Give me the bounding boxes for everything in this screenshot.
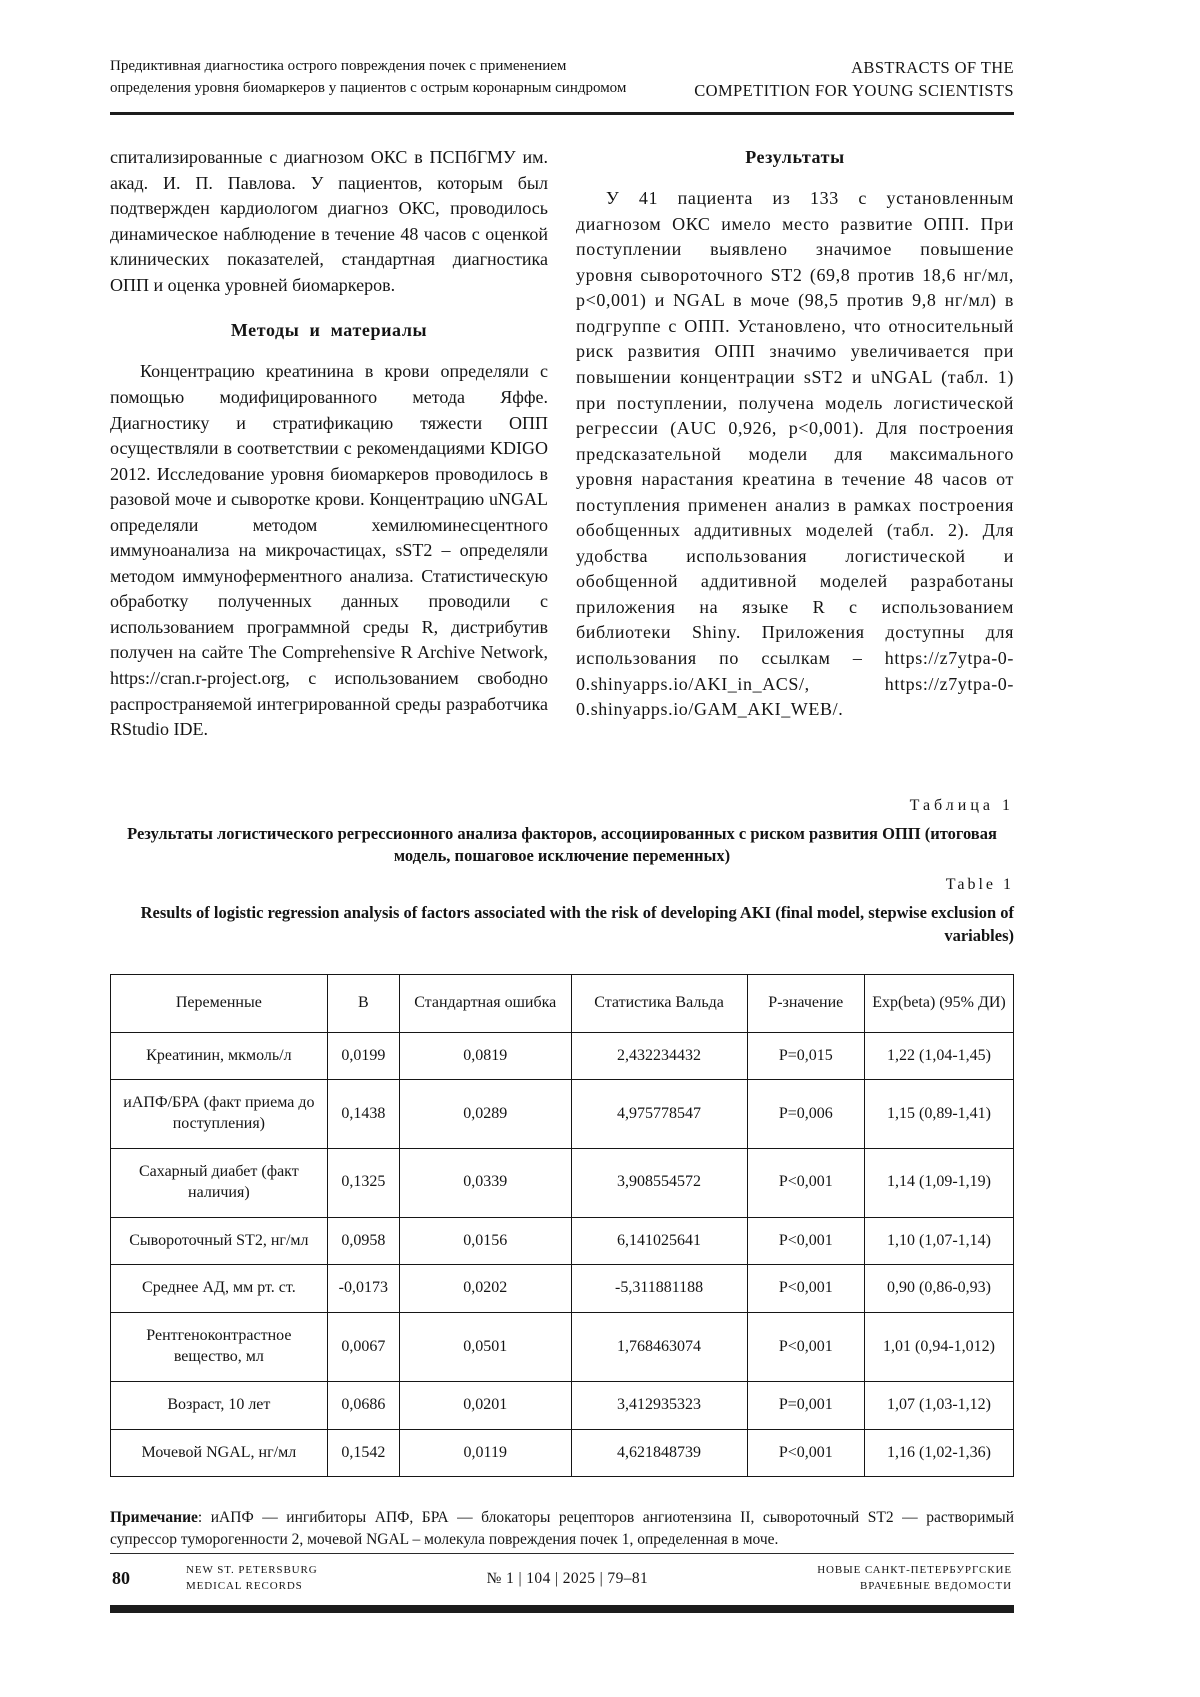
table-body	[111, 1032, 1014, 1477]
article-body	[110, 145, 1014, 742]
column-header: Переменные	[111, 974, 328, 1032]
table-cell: 1,16 (1,02-1,36)	[864, 1429, 1013, 1477]
table-cell: -0,0173	[327, 1265, 399, 1313]
table-cell: Среднее АД, мм рт. ст.	[111, 1265, 328, 1313]
column-header: Статистика Вальда	[571, 974, 747, 1032]
table-row	[111, 1265, 1014, 1313]
issue-info: № 1 | 104 | 2025 | 79–81	[486, 1569, 649, 1587]
page-number: 80	[112, 1568, 130, 1589]
table-note	[110, 1507, 1014, 1550]
table-cell: P=0,006	[747, 1080, 864, 1149]
table-cell: Рентгеноконтрастное вещество, мл	[111, 1313, 328, 1382]
table-cell: 0,0339	[399, 1148, 571, 1217]
table-row	[111, 1381, 1014, 1429]
page-header	[110, 56, 1014, 102]
table-cell: 1,768463074	[571, 1313, 747, 1382]
header-rule	[110, 112, 1014, 115]
column-header: P-значение	[747, 974, 864, 1032]
table-cell: 2,432234432	[571, 1032, 747, 1080]
running-title-en-line1: ABSTRACTS OF THE	[851, 58, 1014, 77]
table-cell: 0,1542	[327, 1429, 399, 1477]
note-text: : иАПФ — ингибиторы АПФ, БРА — блокаторы рецепторов ангиотензина II, сывороточный ST2 — растворимый супрессор туморогенности 2, мочевой NGAL – молекула повреждения почек 1, определенная в моче.	[110, 1509, 1014, 1548]
table-cell: 1,22 (1,04-1,45)	[864, 1032, 1013, 1080]
table-label-en: Table 1	[945, 876, 1014, 894]
table-cell: 0,0501	[399, 1313, 571, 1382]
table-cell: 1,01 (0,94-1,012)	[864, 1313, 1013, 1382]
table-label-ru: Таблица 1	[909, 796, 1014, 814]
table-cell: P<0,001	[747, 1313, 864, 1382]
footer-row	[110, 1554, 1014, 1605]
table-cell: 0,0819	[399, 1032, 571, 1080]
table-cell: 1,07 (1,03-1,12)	[864, 1381, 1013, 1429]
table-cell: Возраст, 10 лет	[111, 1381, 328, 1429]
table-cell: P<0,001	[747, 1265, 864, 1313]
running-title-ru-line1: Предиктивная диагностика острого повреждения почек с применением	[110, 58, 567, 74]
table-row	[111, 1313, 1014, 1382]
table-cell: 0,0199	[327, 1032, 399, 1080]
table-cell: 0,0958	[327, 1217, 399, 1265]
table-cell: 0,0201	[399, 1381, 571, 1429]
table-cell: 3,908554572	[571, 1148, 747, 1217]
table-cell: 1,14 (1,09-1,19)	[864, 1148, 1013, 1217]
journal-name-ru-line2: ВРАЧЕБНЫЕ ВЕДОМОСТИ	[860, 1579, 1012, 1592]
table-cell: 0,0156	[399, 1217, 571, 1265]
table-row	[111, 1217, 1014, 1265]
table-cell: P<0,001	[747, 1217, 864, 1265]
journal-name-ru-line1: НОВЫЕ САНКТ-ПЕТЕРБУРГСКИЕ	[817, 1564, 1012, 1577]
table-cell: 0,0067	[327, 1313, 399, 1382]
table-row	[111, 1148, 1014, 1217]
table-cell: 6,141025641	[571, 1217, 747, 1265]
journal-name-en-line1: NEW ST. PETERSBURG	[186, 1564, 318, 1577]
section-heading-methods: Методы и материалы	[230, 320, 428, 341]
table-cell: 4,621848739	[571, 1429, 747, 1477]
column-header: B	[327, 974, 399, 1032]
table-cell: Креатинин, мкмоль/л	[111, 1032, 328, 1080]
table-cell: 0,1325	[327, 1148, 399, 1217]
table-cell: 0,0686	[327, 1381, 399, 1429]
table-cell: -5,311881188	[571, 1265, 747, 1313]
table-cell: 0,0202	[399, 1265, 571, 1313]
left-column	[110, 145, 548, 742]
paragraph-methods: Концентрацию креатинина в крови определяли с помощью модифицированного метода Яффе. Диагностику и стратификацию тяжести ОПП осуществляли в соответствии с рекомендациями KDIGO 2012. Исследование уровня биомаркеров проводилось в разовой моче и сыворотке крови. Концентрацию uNGAL определяли методом хемилюминесцентного иммуноанализа на микрочастицах, sST2 – определяли методом иммуноферментного анализа. Статистическую обработку полученных данных проводили с использованием программной среды R, дистрибутив получен на сайте The Comprehensive R Archive Network, https://cran.r-project.org, с использованием свободно распространяемой интегрированной среды разработчика RStudio IDE.	[110, 361, 548, 740]
table-cell: 0,90 (0,86-0,93)	[864, 1265, 1013, 1313]
note-label: Примечание	[110, 1509, 198, 1527]
table-cell: P=0,001	[747, 1381, 864, 1429]
paragraph-results: У 41 пациента из 133 с установленным диагнозом ОКС имело место развитие ОПП. При поступлении выявлено значимое повышение уровня сывороточного ST2 (69,8 против 18,6 нг/мл, p<0,001) и NGAL в моче (98,5 против 9,8 нг/мл) в подгруппе с ОПП. Установлено, что относительный риск развития ОПП значимо увеличивается при повышении концентрации sST2 и uNGAL (табл. 1) при поступлении, получена модель логистической регрессии (AUC 0,926, p<0,001). Для построения предсказательной модели для максимального уровня нарастания креатина в течение 48 часов от поступления применен анализ в рамках построения обобщенных аддитивных моделей (табл. 2). Для удобства использования логистической и обобщенной аддитивной моделей разработаны приложения на языке R с использованием библиотеки Shiny. Приложения доступны для использования по ссылкам – https://z7ytpa-0-0.shinyapps.io/AKI_in_ACS/, https://z7ytpa-0-0.shinyapps.io/GAM_AKI_WEB/.	[576, 188, 1014, 720]
table-title-ru: Результаты логистического регрессионного анализа факторов, ассоциированных с риском развития ОПП (итоговая модель, пошаговое исключение переменных)	[127, 823, 997, 866]
table-cell: 0,0119	[399, 1429, 571, 1477]
table-cell: 1,10 (1,07-1,14)	[864, 1217, 1013, 1265]
running-title-en-line2: COMPETITION FOR YOUNG SCIENTISTS	[694, 81, 1014, 101]
right-column	[576, 145, 1014, 742]
column-header: Exp(beta) (95% ДИ)	[864, 974, 1013, 1032]
table-cell: P=0,015	[747, 1032, 864, 1080]
table-row	[111, 1429, 1014, 1477]
running-title-ru	[110, 56, 626, 100]
table-cell: 3,412935323	[571, 1381, 747, 1429]
table-cell: 1,15 (0,89-1,41)	[864, 1080, 1013, 1149]
journal-name-en-line2: MEDICAL RECORDS	[186, 1579, 303, 1592]
table-cell: P<0,001	[747, 1148, 864, 1217]
table-row	[111, 1032, 1014, 1080]
journal-name-en	[186, 1563, 318, 1594]
table-row	[111, 1080, 1014, 1149]
page-footer	[110, 1553, 1014, 1613]
table-cell: Мочевой NGAL, нг/мл	[111, 1429, 328, 1477]
results-table	[110, 974, 1014, 1478]
column-header: Стандартная ошибка	[399, 974, 571, 1032]
journal-name-ru	[817, 1563, 1012, 1594]
footer-bar	[110, 1605, 1014, 1613]
running-title-en	[694, 56, 1014, 102]
section-heading-results: Результаты	[745, 147, 845, 168]
table-title-en: Results of logistic regression analysis of factors associated with the risk of developing AKI (final model, stepwise exclusion of variables)	[140, 903, 1014, 945]
table-cell: P<0,001	[747, 1429, 864, 1477]
paragraph-continuation: спитализированные с диагнозом ОКС в ПСПбГМУ им. акад. И. П. Павлова. У пациентов, которым был подтвержден кардиологом диагноз ОКС, проводилось динамическое наблюдение в течение 48 часов с оценкой клинических показателей, стандартная диагностика ОПП и оценка уровней биомаркеров.	[110, 147, 548, 295]
table-header-row	[111, 974, 1014, 1032]
table-cell: Сахарный диабет (факт наличия)	[111, 1148, 328, 1217]
table-cell: Сывороточный ST2, нг/мл	[111, 1217, 328, 1265]
running-title-ru-line2: определения уровня биомаркеров у пациентов с острым коронарным синдромом	[110, 79, 627, 96]
table-cell: 0,0289	[399, 1080, 571, 1149]
table-cell: иАПФ/БРА (факт приема до поступления)	[111, 1080, 328, 1149]
table-block	[110, 797, 1014, 1551]
table-cell: 4,975778547	[571, 1080, 747, 1149]
table-cell: 0,1438	[327, 1080, 399, 1149]
